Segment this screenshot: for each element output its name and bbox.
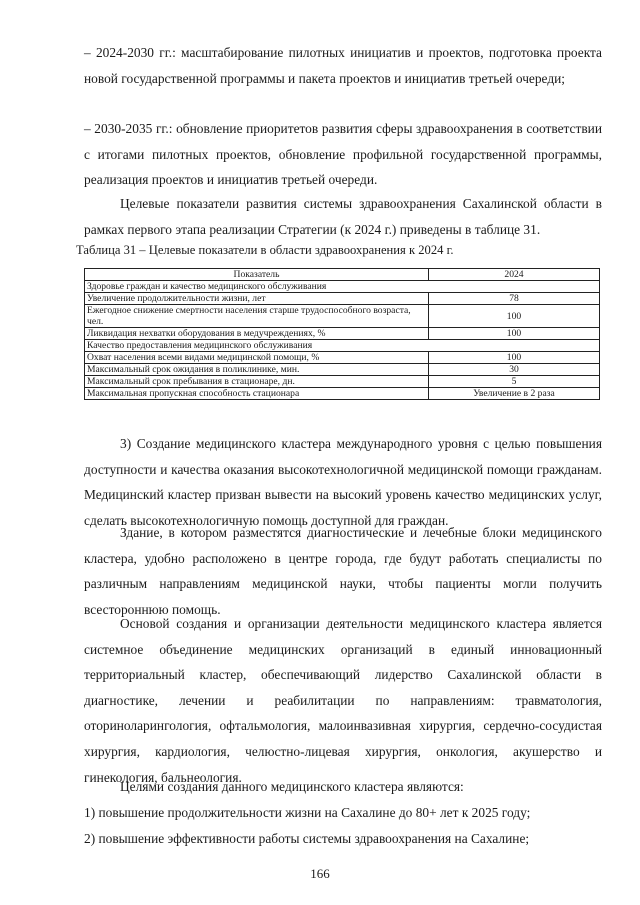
table-row (85, 293, 600, 305)
row-label: Максимальный срок ожидания в поликлинике, мин. (85, 364, 429, 376)
paragraph-goals-intro: Целями создания данного медицинского кластера являются: (120, 779, 464, 794)
row-value: 100 (429, 305, 600, 328)
header-indicator: Показатель (85, 269, 429, 281)
row-value: 100 (429, 328, 600, 340)
row-label: Охват населения всеми видами медицинской помощи, % (85, 352, 429, 364)
row-value: 78 (429, 293, 600, 305)
paragraph-cluster-foundation: Основой создания и организации деятельности медицинского кластера является системное объединение медицинских организаций в единый инновационный территориальный кластер, обеспечивающий лидерство Сахалинской области в диагностике, лечении и реабилитации по направлениям: травматология, оториноларингология, офтальмология, малоинвазивная хирургия, сердечно-сосудистая хирургия, кардиология, челюстно-лицевая хирургия, онкология, акушерство и гинекология, бальнеология. (84, 616, 602, 785)
table-section-row (85, 340, 600, 352)
table-section-row (85, 281, 600, 293)
row-label: Ликвидация нехватки оборудования в медучреждениях, % (85, 328, 429, 340)
table-row (85, 305, 600, 328)
row-label: Ежегодное снижение смертности населения старше трудоспособного возраста, чел. (85, 305, 429, 328)
table-row (85, 328, 600, 340)
row-value: 5 (429, 376, 600, 388)
paragraph-target-indicators: Целевые показатели развития системы здравоохранения Сахалинской области в рамках первого этапа реализации Стратегии (к 2024 г.) приведены в таблице 31. (84, 196, 602, 237)
paragraph-building: Здание, в котором разместятся диагностические и лечебные блоки медицинского кластера, удобно расположено в центре города, где будут работать специалисты по различным направлениям медицинской науки, чтобы пациенты могли получить всестороннюю помощь. (84, 525, 602, 617)
header-year: 2024 (429, 269, 600, 281)
page-number: 166 (310, 866, 330, 881)
row-value: 30 (429, 364, 600, 376)
list-item-goal-2: 2) повышение эффективности работы системы здравоохранения на Сахалине; (84, 831, 530, 846)
section-title: Здоровье граждан и качество медицинского обслуживания (85, 281, 600, 293)
list-item-goal-1: 1) повышение продолжительности жизни на Сахалине до 80+ лет к 2025 году; (84, 805, 531, 820)
paragraph-stage-2030-2035: – 2030-2035 гг.: обновление приоритетов развития сферы здравоохранения в соответствии с итогами пилотных проектов, обновление профильной государственной программы, реализация проектов и инициатив третьей очереди. (84, 121, 602, 188)
row-label: Максимальная пропускная способность стационара (85, 388, 429, 400)
indicators-table (84, 268, 600, 400)
section-title: Качество предоставления медицинского обслуживания (85, 340, 600, 352)
table-row (85, 364, 600, 376)
table-caption: Таблица 31 – Целевые показатели в области здравоохранения к 2024 г. (76, 243, 454, 257)
table-row (85, 388, 600, 400)
table-row (85, 352, 600, 364)
table-row (85, 376, 600, 388)
row-value: 100 (429, 352, 600, 364)
row-label: Максимальный срок пребывания в стационаре, дн. (85, 376, 429, 388)
row-value: Увеличение в 2 раза (429, 388, 600, 400)
paragraph-medical-cluster: 3) Создание медицинского кластера международного уровня с целью повышения доступности и качества оказания высокотехнологичной медицинской помощи гражданам. Медицинский кластер призван вывести на высокий уровень качество медицинских услуг, сделать высокотехнологичную помощь доступной для граждан. (84, 436, 602, 528)
row-label: Увеличение продолжительности жизни, лет (85, 293, 429, 305)
table-header-row (85, 269, 600, 281)
paragraph-stage-2024-2030: – 2024-2030 гг.: масштабирование пилотных инициатив и проектов, подготовка проекта новой государственной программы и пакета проектов и инициатив третьей очереди; (84, 45, 602, 86)
